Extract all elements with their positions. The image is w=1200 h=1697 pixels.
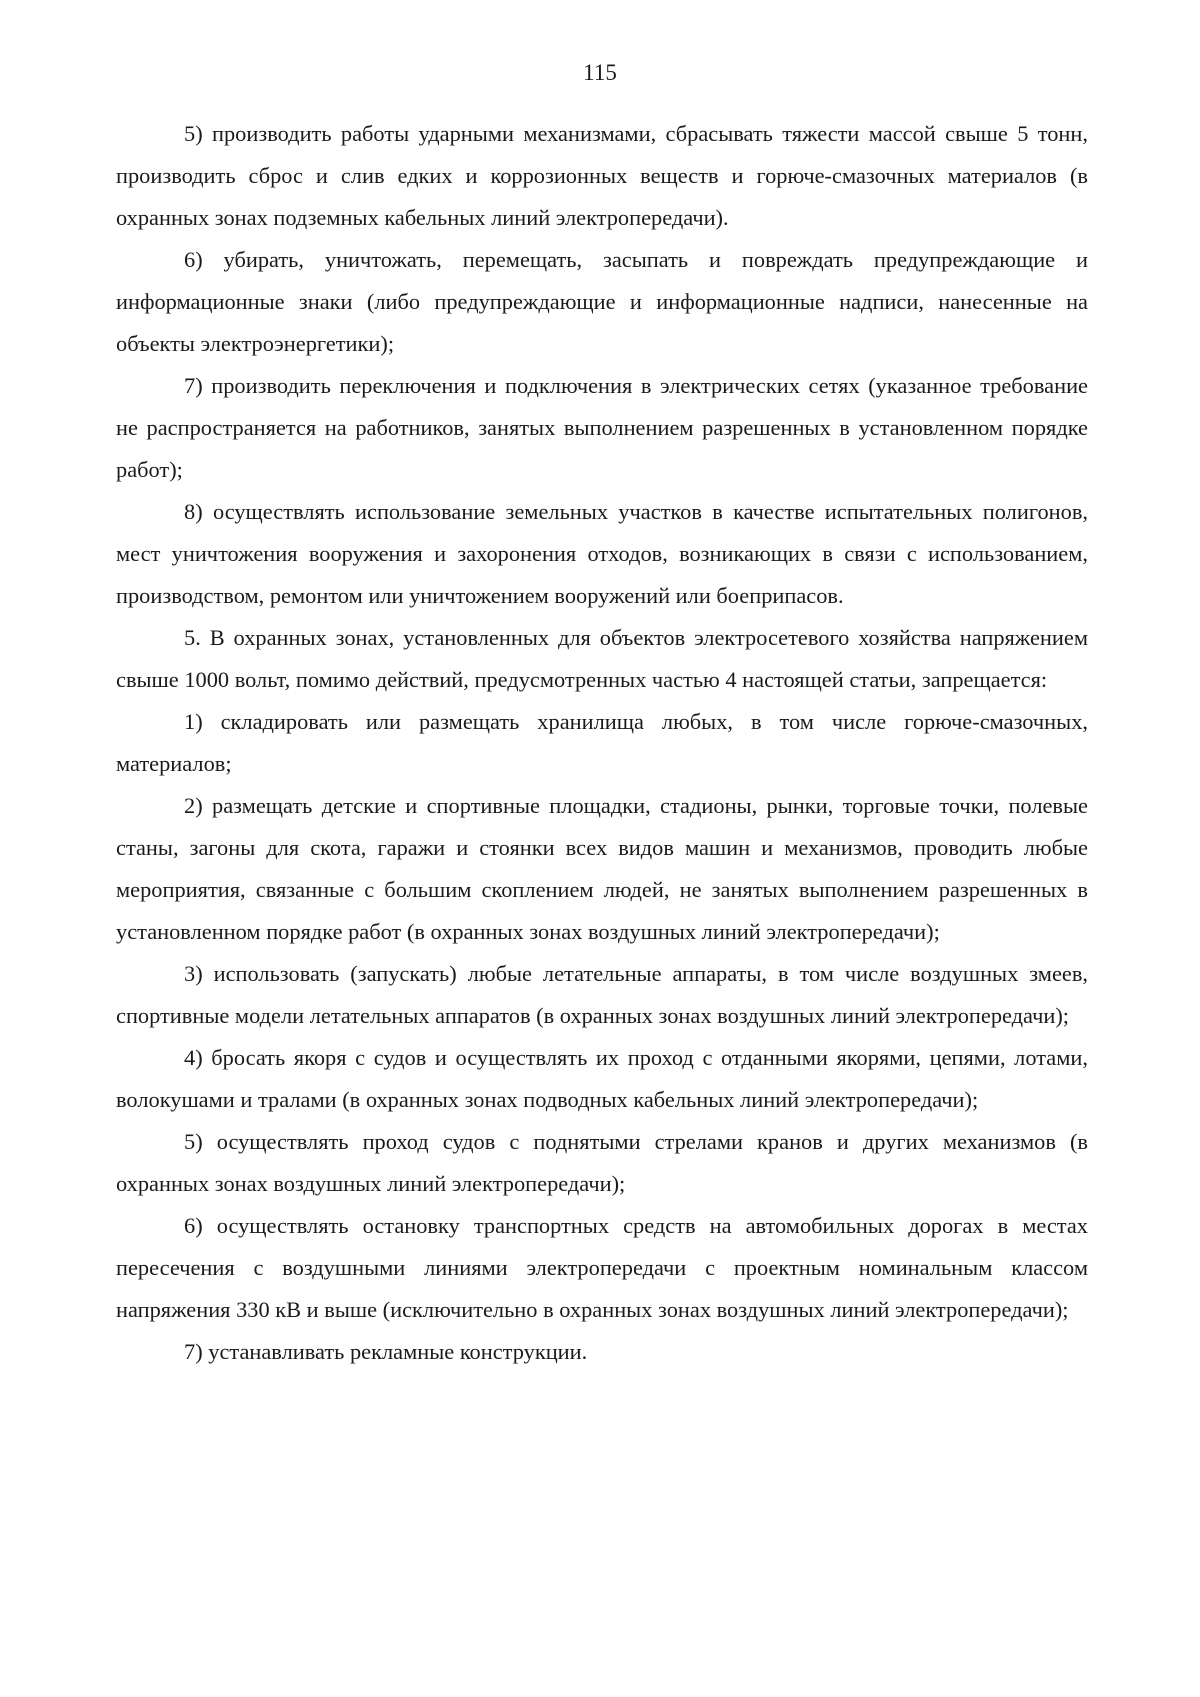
paragraph-item-8-part-4: 8) осуществлять использование земельных участков в качестве испытательных полигонов, мест уничтожения вооружения и захоронения отходов, возникающих в связи с использованием, производством, ремонтом или уничтожением вооружений или боеприпасов. <box>116 499 1088 608</box>
paragraph-item-1-part-5: 1) складировать или размещать хранилища любых, в том числе горюче-смазочных, материалов; <box>116 709 1088 776</box>
paragraph-item-4-part-5: 4) бросать якоря с судов и осуществлять их проход с отданными якорями, цепями, лотами, волокушами и тралами (в охранных зонах подводных кабельных линий электропередачи); <box>116 1045 1088 1112</box>
paragraph-item-7-part-4: 7) производить переключения и подключения в электрических сетях (указанное требование не распространяется на работников, занятых выполнением разрешенных в установленном порядке работ); <box>116 373 1088 482</box>
paragraph-item-5-part-4: 5) производить работы ударными механизмами, сбрасывать тяжести массой свыше 5 тонн, производить сброс и слив едких и коррозионных веществ и горюче-смазочных материалов (в охранных зонах подземных кабельных линий электропередачи). <box>116 121 1088 230</box>
paragraph-item-3-part-5: 3) использовать (запускать) любые летательные аппараты, в том числе воздушных змеев, спортивные модели летательных аппаратов (в охранных зонах воздушных линий электропередачи); <box>116 961 1088 1028</box>
paragraph-item-5-part-5: 5) осуществлять проход судов с поднятыми стрелами кранов и других механизмов (в охранных зонах воздушных линий электропередачи); <box>116 1129 1088 1196</box>
paragraph-item-6-part-5: 6) осуществлять остановку транспортных средств на автомобильных дорогах в местах пересечения с воздушными линиями электропередачи с проектным номинальным классом напряжения 330 кВ и выше (исключительно в охранных зонах воздушных линий электропередачи); <box>116 1213 1088 1322</box>
paragraph-item-7-part-5: 7) устанавливать рекламные конструкции. <box>184 1339 588 1364</box>
paragraph-part-5: 5. В охранных зонах, установленных для объектов электросетевого хозяйства напряжением свыше 1000 вольт, помимо действий, предусмотренных частью 4 настоящей статьи, запрещается: <box>116 625 1088 692</box>
document-body <box>116 113 1088 1373</box>
paragraph-item-2-part-5: 2) размещать детские и спортивные площадки, стадионы, рынки, торговые точки, полевые станы, загоны для скота, гаражи и стоянки всех видов машин и механизмов, проводить любые мероприятия, связанные с большим скоплением людей, не занятых выполнением разрешенных в установленном порядке работ (в охранных зонах воздушных линий электропередачи); <box>116 793 1088 944</box>
page-number: 115 <box>583 60 617 85</box>
paragraph-item-6-part-4: 6) убирать, уничтожать, перемещать, засыпать и повреждать предупреждающие и информационные знаки (либо предупреждающие и информационные надписи, нанесенные на объекты электроэнергетики); <box>116 247 1088 356</box>
